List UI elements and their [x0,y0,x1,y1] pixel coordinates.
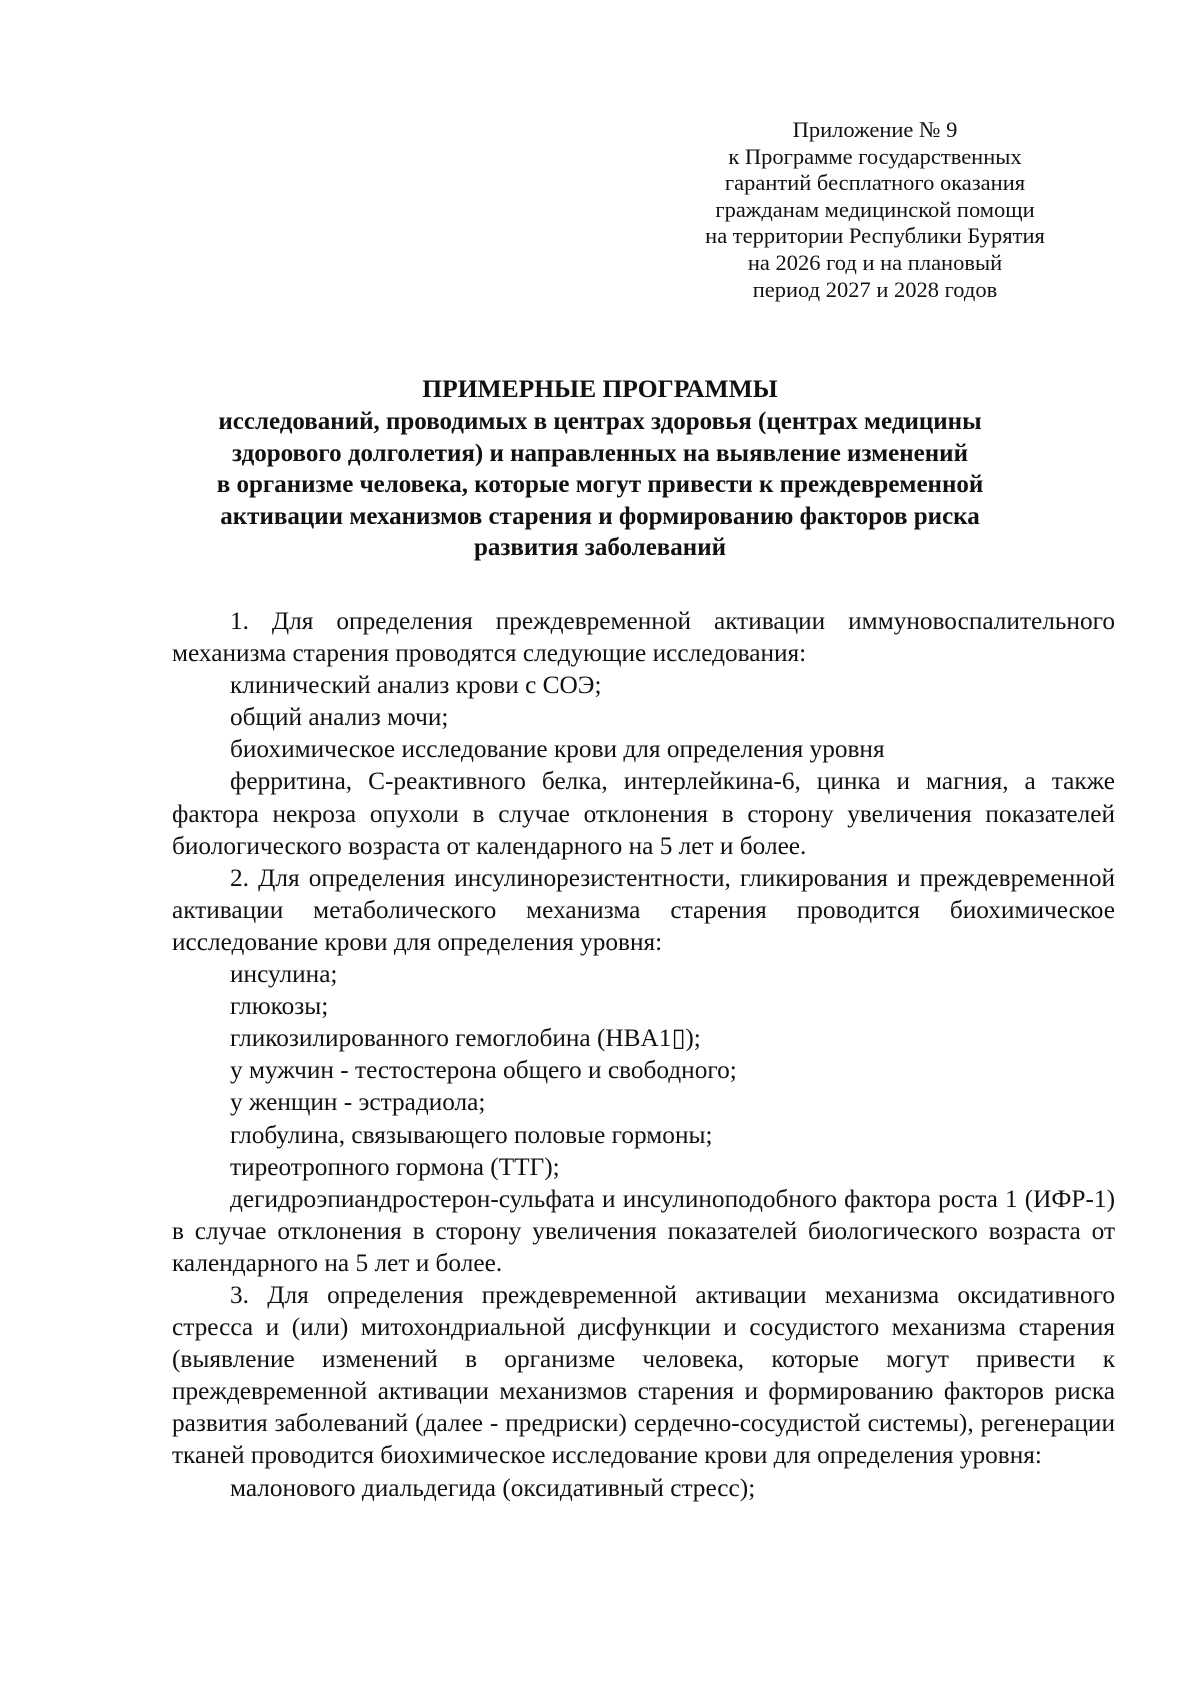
section-2-item: гликозилированного гемоглобина (HBA1▯); [230,1024,701,1053]
appendix-line: на территории Республики Бурятия [705,223,1045,249]
section-1-intro: 1. Для определения преждевременной активации иммуновоспалительного механизма старения проводятся следующие исследования: [172,607,1115,668]
section-1-item: общий анализ мочи; [230,703,449,732]
section-2-intro: 2. Для определения инсулинорезистентности, гликирования и преждевременной активации метаболического механизма старения проводится биохимическое исследование крови для определения уровня: [172,863,1115,956]
appendix-line: период 2027 и 2028 годов [752,276,998,302]
section-2-item: инсулина; [230,960,338,989]
section-1-continuation: ферритина, С-реактивного белка, интерлейкина-6, цинка и магния, а также фактора некроза опухоли в случае отклонения в сторону увеличения показателей биологического возраста от календарного на 5 лет и более. [172,767,1115,860]
section-2-item: у мужчин - тестостерона общего и свободного; [230,1056,737,1085]
section-2-item: у женщин - эстрадиола; [230,1088,486,1117]
title-line: здорового долголетия) и направленных на выявление изменений [232,439,968,467]
appendix-line: гарантий бесплатного оказания [724,170,1026,196]
title-line: исследований, проводимых в центрах здоровья (центрах медицины [218,408,982,435]
title-line: в организме человека, которые могут привести к преждевременной [216,471,984,498]
section-2-continuation: дегидроэпиандростерон-сульфата и инсулиноподобного фактора роста 1 (ИФР-1) в случае отклонения в сторону увеличения показателей биологического возраста от календарного на 5 лет и более. [172,1184,1115,1277]
appendix-line: Приложение № 9 [792,117,958,142]
section-2-item: глюкозы; [230,992,329,1021]
section-2-item: глобулина, связывающего половые гормоны; [230,1120,713,1149]
document-title [150,372,1050,564]
title-main: ПРИМЕРНЫЕ ПРОГРАММЫ [422,374,778,403]
appendix-line: к Программе государственных [728,143,1022,169]
section-2-item: тиреотропного гормона (ТТГ); [230,1152,560,1181]
section-3-item: малонового диальдегида (оксидативный стресс); [230,1473,756,1502]
title-line: активации механизмов старения и формированию факторов риска [220,502,980,530]
appendix-line: гражданам медицинской помощи [715,196,1035,222]
appendix-header [690,117,1060,303]
section-1-item: биохимическое исследование крови для определения уровня [230,735,885,764]
document-body [172,605,1115,1504]
title-line: развития заболеваний [473,534,727,561]
section-3-intro: 3. Для определения преждевременной активации механизма оксидативного стресса и (или) митохондриальной дисфункции и сосудистого механизма старения (выявление изменений в организме человека, которые могут привести к преждевременной активации механизмов старения и формированию факторов риска развития заболеваний (далее - предриски) сердечно-сосудистой системы), регенерации тканей проводится биохимическое исследование крови для определения уровня: [172,1280,1115,1470]
appendix-line: на 2026 год и на плановый [747,249,1003,275]
section-1-item: клинический анализ крови с СОЭ; [230,671,602,700]
